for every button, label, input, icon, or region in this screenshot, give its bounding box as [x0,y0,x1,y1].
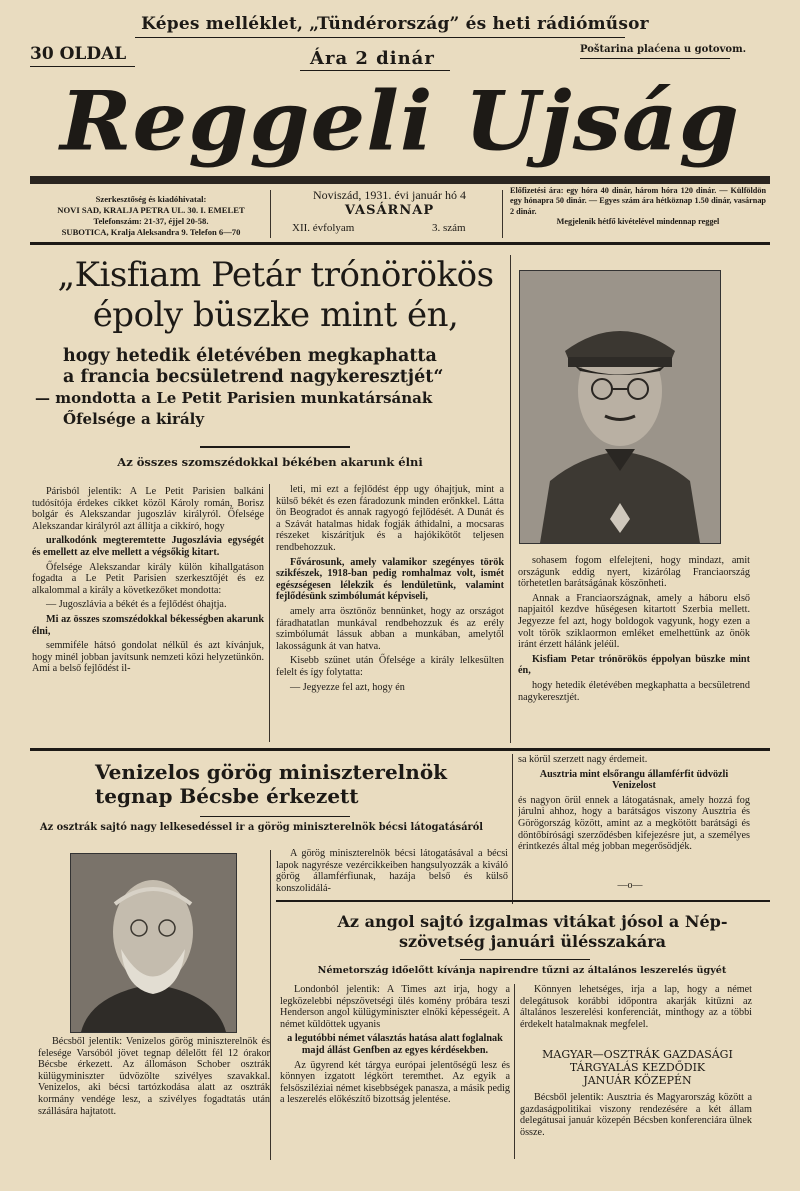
venizelos-paragraph: A görög miniszterelnök bécsi látogatásával a bécsi lapok nagyrésze vezércikkeiben hangsulyozzák a kiváló görög államférfiunak, hazája belső és külső konszolidálá- [276,848,508,894]
venizelos-paragraph: sa körül szerzett nagy érdemeit. [518,754,648,765]
lead-bottom-rule [30,748,770,751]
lead-paragraph: — Jegyezze fel azt, hogy én [290,681,405,693]
lead-paragraph: amely arra ösztönöz bennünket, hogy az országot fáradhatatlan munkával rendbehozzuk és az erély szimbólumát lássuk abban a munkában, amelytől lakosságunk át van hatva. [276,605,504,652]
issue-weekday: VASÁRNAP [344,203,435,218]
magyar-paragraph: Bécsből jelentik: Ausztria és Magyarország között a gazdaságpolitikai viszony rendezésére a két állam delegátusai január közepén Bécsben konferenciára ülnek össze. [520,1092,752,1138]
pages-count: 30 OLDAL [30,44,127,64]
editorial-line: Szerkesztőség és kiadóhivatal: [95,194,207,204]
postage-underline [580,58,730,59]
venizelos-portrait-icon [71,854,236,1032]
lead-paragraph: Kisebb szünet után Őfelsége a király lelkesülten felelt és így folytatta: [276,655,504,678]
lead-sub1: hogy hetedik életévében megkaphatta [63,346,437,366]
lead-paragraph: leti, mi ezt a fejlődést épp ugy óhajtjuk, mint a külső békét és ezen fáradozunk minden erőnkkel. Látta ön Beogradot és annak ragyogó fejlődését. A Dunát és a Szávát hatalmas hidak fogják áthidalni, a mocsaras részeket kiszárítjuk és a hajókikötőt teljesen rendbehozzuk. [276,484,504,553]
editorial-line: SUBOTICA, Kralja Aleksandra 9. Telefon 6—70 [61,227,241,237]
venizelos-portrait-photo [70,853,237,1033]
pages-underline [30,66,135,67]
venizelos-headline [95,760,515,808]
magyar-title-line2: TÁRGYALÁS KEZDŐDIK [569,1061,706,1074]
subscription-text: Előfizetési ára: egy hóra 40 dinár, három hóra 120 dinár. — Külföldön egy hónapra 50 dinár. — Egyes szám ára hétköznap 1.50 dinár, vasárnap 2 dinár. [510,186,766,216]
lead-column-1 [32,486,264,742]
lead-headline [48,255,503,335]
venizelos-column-right [518,754,750,880]
lead-subheadline [35,346,505,430]
venizelos-paragraph: és nagyon örül ennek a látogatásnak, amely hozzá fog járulni ahhoz, hogy a barátságos viszony Ausztria és Görögország között, amint az a megkötött barátsági és döntőbírósági szerződésben kifejezésre jut, a személyes érintkezés által még jobban megerősödjék. [518,794,750,853]
lead-headline-line2: époly büszke mint én, [92,295,459,335]
editorial-line: Telefonszám: 21-37, éjjel 20-58. [93,216,209,226]
league-headline-line1: Az angol sajtó izgalmas vitákat jósol a Nép- [337,912,728,931]
lead-column-2 [276,484,504,742]
lead-headline-line1: „Kisfiam Petár trónörökös [57,255,494,295]
league-rule [460,959,590,960]
lead-ornament-rule [200,446,350,448]
supplement-banner: Képes melléklet, „Tündérország” és heti rádióműsor [141,14,649,34]
price-label: Ára 2 dinár [310,48,435,69]
lead-paragraph: Kisfiam Petar trónörökös éppolyan büszke mint én, [518,653,750,677]
issue-volume: XII. évfolyam [292,222,355,234]
lead-paragraph: semmiféle hátsó gondolat nélkül és azt kívánjuk, hogy minél jobban javítsunk nemzeti közi helyzetünkön. Ami a belső fejlődést il- [32,640,264,675]
venizelos-deck: Az osztrák sajtó nagy lelkesedéssel ir a görög miniszterelnök bécsi látogatásáról [40,822,483,833]
editorial-line: NOVI SAD, KRALJA PETRA UL. 30. I. EMELET [57,205,245,215]
magyar-body [520,1092,752,1154]
lead-paragraph: Őfelsége Alekszandar király külön kihallgatáson fogadta a Le Petit Parisien szerkesztőjét és ez alkalommal a király a következőket mondotta: [32,561,264,596]
subscription-info [510,186,766,228]
venizelos-paragraph: Ausztria mint elsőrangu államférfit üdvözli Venizelost [539,768,729,792]
issue-date: Noviszád, 1931. évi január hó 4 [313,188,466,202]
venizelos-column-mid [276,848,508,898]
lead-paragraph: Annak a Franciaországnak, amely a háboru első napjaitól kezdve hűségesen kitartott Szerbia mellett. Jegyezze fel azt, hogy boldogok vagyunk, hogy ezen a volt török sziklaormon emléket emelhettünk az önök iránt érzett hálánk jeléül. [518,592,750,651]
league-headline [300,912,765,952]
venizelos-bottom-rule [276,900,770,902]
venizelos-headline-line1: Venizelos görög miniszterelnök [95,760,448,784]
league-column-left [280,984,510,1159]
league-deck: Németország időelőtt kívánja napirendre tűzni az általános leszerelés ügyét [317,965,727,976]
postage-note: Poštarina plaćena u gotovom. [580,44,747,55]
league-headline-line2: szövetség januári ülésszakára [398,932,667,951]
venizelos-paragraph: Bécsből jelentik: Venizelos görög miniszterelnök és felesége Varsóból jövet tegnap délelőtt fél 12 órakor Bécsbe érkezett. Az állomáson Schober osztrák külügyminiszter üdvözölte szivélyes szavakkal. Venizelos, aki bécsi tartózkodása alatt az osztrák kormány vendége lesz, a szivélyes fogadtatás után szállására hajtatott. [38,1036,270,1117]
lead-paragraph: Fővárosunk, amely valamikor szegényes török szikfészek, 1918-ban pedig romhalmaz volt, ismét egészségesen lélekzik és lendületünk, valamint fejlődésünk szimbólumát képviseli, [276,556,504,603]
league-paragraph: Az ügyrend két tárgya európai jelentőségű lesz és könnyen izgatott légkört teremthet. Az egyik a felsősziléziai német kisebbségek panasza, a másik pedig a leszerelés előkészítő bizottság jelentése. [280,1059,510,1106]
lead-paragraph: hogy hetedik életévében megkaphatta a becsületrend nagykeresztjét. [518,679,750,703]
venizelos-headline-line2: tegnap Bécsbe érkezett [95,784,359,808]
venizelos-rule [200,816,350,817]
league-column-right [520,984,752,1046]
lead-paragraph: Párisból jelentik: A Le Petit Parisien balkáni tudósítója érdekes cikket közöl Károly román, Borisz bolgár és Alekszandar jugoszláv királyról. Őfelsége Alekszandar királyról azt állítja a cikkíró, hogy [32,486,264,532]
magyar-title-line1: MAGYAR—OSZTRÁK GAZDASÁGI [542,1048,733,1061]
magyar-title [520,1048,755,1087]
league-paragraph: Londonból jelentik: A Times azt irja, hogy a legközelebbi népszövetségi ülés komény próbára teszi Henderson angol külügyminiszter elnöki képességeit. A német küldöttek ugyanis [280,984,510,1030]
lead-column-3 [518,555,750,743]
masthead-rule [30,176,770,184]
league-paragraph: Könnyen lehetséges, irja a lap, hogy a német delegátusok korábbi időpontra akarják kitűzni az általános leszerelési konferenciát, minthogy az a többi érdekelt hatalmaknak megfelel. [520,984,752,1030]
lead-paragraph: Mi az összes szomszédokkal békességben akarunk élni, [32,613,264,637]
issue-number: 3. szám [432,222,466,234]
column-divider [269,484,270,742]
column-divider [510,255,511,743]
header-bottom-rule [30,242,770,245]
lead-paragraph: sohasem fogom elfelejteni, hogy mindazt, amit országunk eddig nyert, kizárólag Franciaország törhetetlen barátságának köszönheti. [518,555,750,590]
column-divider [512,754,513,904]
lead-sub4: Őfelsége a király [63,410,205,428]
king-portrait-photo [519,270,721,544]
league-paragraph: a legutóbbi német választás hatása alatt foglalnak majd állást Genfben az egyes kérdésekben. [287,1033,503,1056]
lead-section-title: Az összes szomszédokkal békében akarunk élni [117,455,423,469]
price-underline [300,70,450,71]
venizelos-end-mark: —o— [617,880,643,891]
editorial-info [36,194,266,238]
lead-paragraph: — Jugoszlávia a békét és a fejlődést óhajtja. [46,599,227,611]
lead-paragraph: uralkodónk megteremtette Jugoszlávia egységét és emellett az elve mellett a végsőkig kitart. [32,535,264,558]
column-divider [270,850,271,1160]
appears-note: Megjelenik hétfő kivételével mindennap reggel [556,217,720,227]
lead-sub3: — mondotta a Le Petit Parisien munkatársának [35,389,433,407]
lead-sub2: a francia becsületrend nagykeresztjét“ [63,367,444,387]
info-divider [502,190,503,238]
venizelos-column-left [38,1036,270,1156]
column-divider [514,984,515,1159]
info-divider [270,190,271,238]
king-portrait-icon [520,271,720,543]
magyar-title-line3: JANUÁR KÖZEPÉN [583,1074,692,1087]
supplement-underline [135,37,625,38]
masthead-logo: Reggeli Ujság [60,73,740,170]
